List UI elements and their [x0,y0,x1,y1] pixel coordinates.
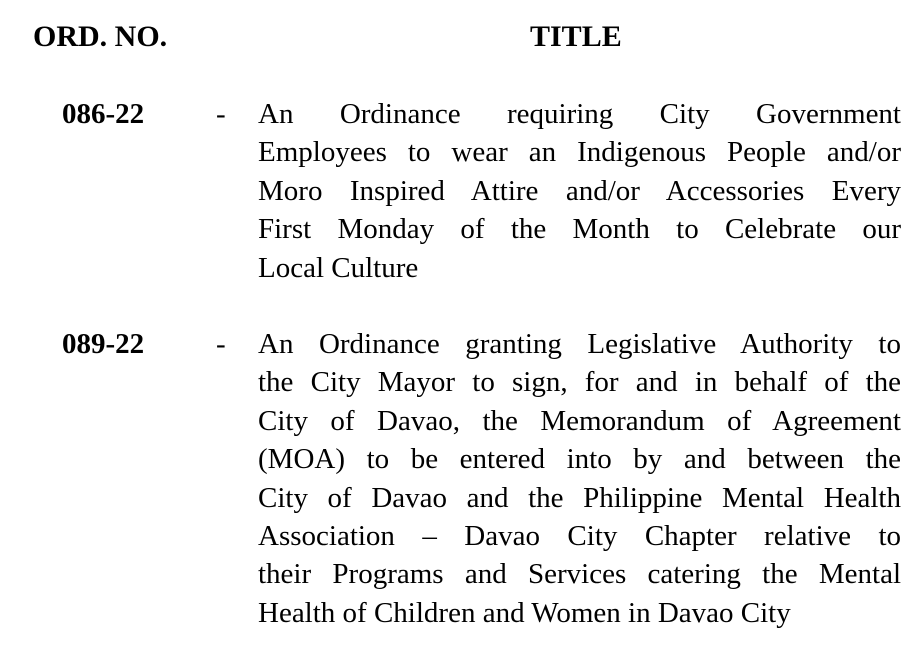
title-line: City of Davao, the Memorandum of Agreement [258,404,901,437]
ordinance-number: 089-22 [62,328,145,360]
title-line: City of Davao and the Philippine Mental Health [258,481,901,514]
title-line: An Ordinance requiring City Government [258,98,901,130]
separator-dash: - [216,328,226,360]
title-line: Local Culture [258,251,419,284]
ordinance-title [258,325,901,632]
title-line: their Programs and Services catering the Mental [258,558,901,591]
title-line: An Ordinance granting Legislative Authority to [258,328,901,360]
title-line: (MOA) to be entered into by and between the [258,443,901,476]
ordinance-title [258,95,901,287]
title-column-heading: TITLE [530,20,622,53]
separator-dash: - [216,98,226,130]
title-line: Moro Inspired Attire and/or Accessories Every [258,174,901,207]
ord-no-column-heading: ORD. NO. [33,20,168,53]
title-line: Association – Davao City Chapter relative to [258,520,901,553]
table-header [0,17,921,57]
title-line: First Monday of the Month to Celebrate our [258,213,901,246]
title-line: Employees to wear an Indigenous People and/or [258,136,901,169]
ordinance-number: 086-22 [62,98,145,130]
title-line: the City Mayor to sign, for and in behalf of the [258,366,901,399]
title-line: Health of Children and Women in Davao City [258,596,791,629]
